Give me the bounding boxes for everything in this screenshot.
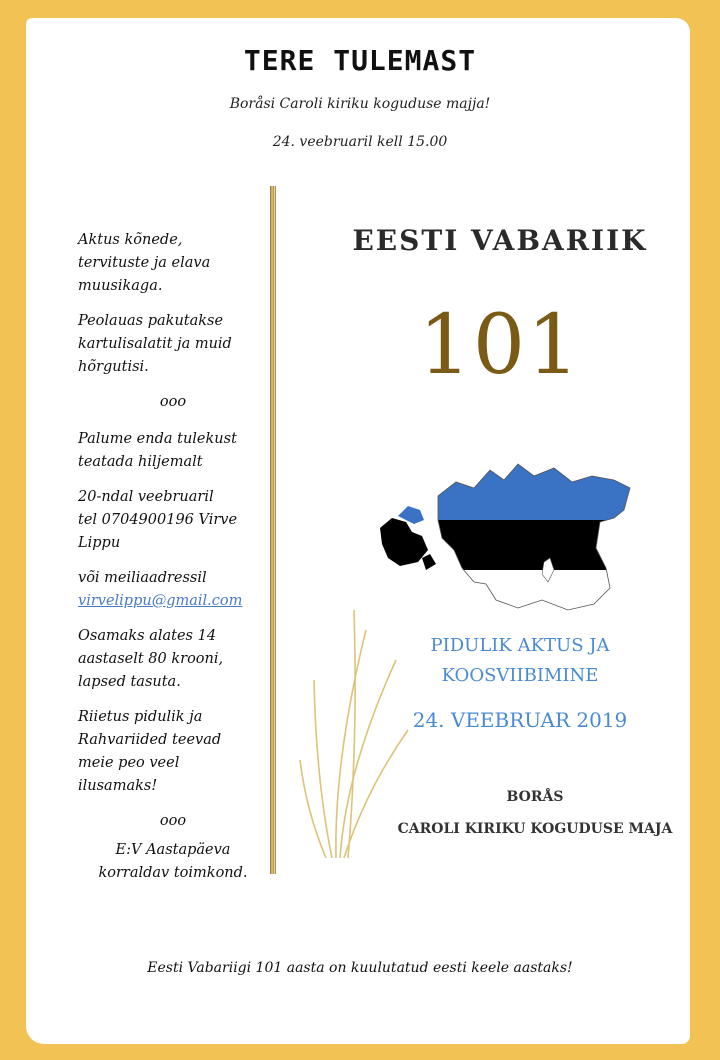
separator: ooo xyxy=(159,394,187,410)
anniversary-number: 101 xyxy=(418,298,582,393)
republic-heading: EESTI VABARIIK xyxy=(352,224,648,257)
paragraph-dress xyxy=(78,706,268,798)
event-title-line2: KOOSVIIBIMINE xyxy=(441,665,599,686)
estonia-flag-map-icon xyxy=(378,458,638,618)
text-line: 20-ndal veebruaril xyxy=(78,489,214,505)
paragraph-fee xyxy=(78,625,268,694)
text-line: E:V Aastapäeva xyxy=(115,842,231,858)
text-line: Palume enda tulekust xyxy=(78,431,237,447)
paragraph-email xyxy=(78,567,268,613)
text-line: meie peo veel xyxy=(78,755,180,771)
text-line: hõrgutisi. xyxy=(78,359,149,375)
text-line: Riietus pidulik ja xyxy=(78,709,203,725)
text-line: lapsed tasuta. xyxy=(78,674,181,690)
venue-name: CAROLI KIRIKU KOGUDUSE MAJA xyxy=(397,821,673,837)
text-line: aastaselt 80 krooni, xyxy=(78,651,224,667)
footer-note: Eesti Vabariigi 101 aasta on kuulutatud eesti keele aastaks! xyxy=(147,960,573,976)
venue-city: BORÅS xyxy=(506,789,564,805)
event-datetime: 24. veebruaril kell 15.00 xyxy=(272,134,448,150)
text-line: muusikaga. xyxy=(78,278,163,294)
page-title: TERE TULEMAST xyxy=(243,44,477,77)
left-column xyxy=(78,229,268,885)
text-line: ilusamaks! xyxy=(78,778,158,794)
text-line: kartulisalatit ja muid xyxy=(78,336,232,352)
text-line: teatada hiljemalt xyxy=(78,454,203,470)
text-line: korraldav toimkond. xyxy=(98,865,248,881)
subtitle: Boråsi Caroli kiriku koguduse majja! xyxy=(229,96,491,112)
paragraph-organizer xyxy=(78,839,268,885)
email-link[interactable]: virvelippu@gmail.com xyxy=(78,593,243,609)
text-line: Peolauas pakutakse xyxy=(78,313,224,329)
paragraph-phone xyxy=(78,486,268,555)
gold-divider xyxy=(270,186,276,874)
text-line: tel 0704900196 Virve xyxy=(78,512,238,528)
paragraph-rsvp xyxy=(78,428,268,474)
text-line: Osamaks alates 14 xyxy=(78,628,217,644)
text-line: või meiliaadressil xyxy=(78,570,207,586)
paragraph-food xyxy=(78,310,268,379)
event-title-line1: PIDULIK AKTUS JA xyxy=(430,635,610,656)
text-line: Rahvariided teevad xyxy=(78,732,222,748)
separator: ooo xyxy=(159,813,187,829)
paragraph-program xyxy=(78,229,268,298)
text-line: Aktus kõnede, xyxy=(78,232,183,248)
text-line: tervituste ja elava xyxy=(78,255,211,271)
text-line: Lippu xyxy=(78,535,121,551)
event-date: 24. VEEBRUAR 2019 xyxy=(412,708,628,732)
